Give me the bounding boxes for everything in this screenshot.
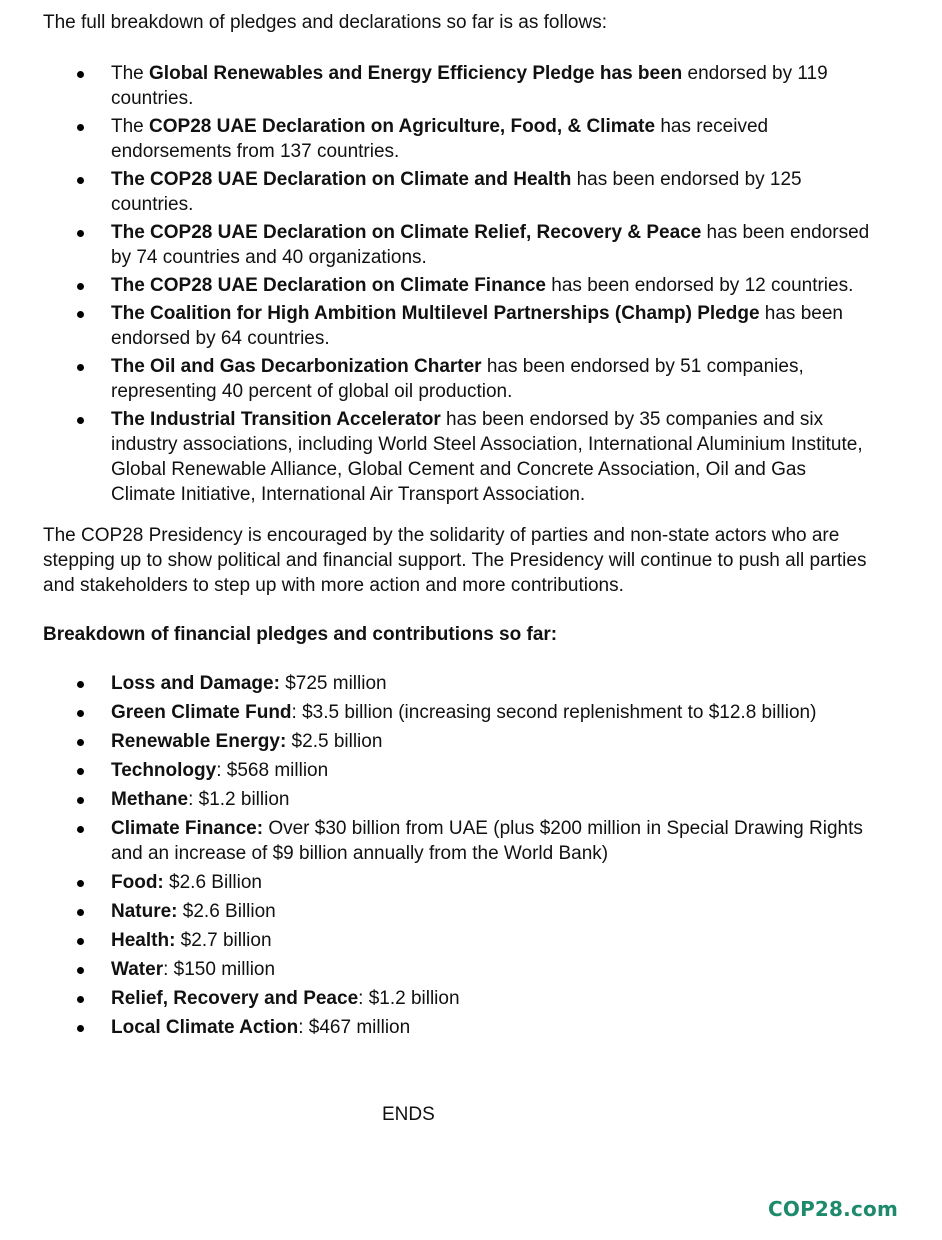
list-item: The COP28 UAE Declaration on Climate Finance has been endorsed by 12 countries. — [43, 273, 873, 298]
list-item: Health: $2.7 billion — [43, 928, 873, 953]
bullet-icon — [77, 967, 84, 974]
list-item: The COP28 UAE Declaration on Climate Relief, Recovery & Peace has been endorsed by 74 countries and 40 organizations. — [43, 220, 873, 270]
list-item: Local Climate Action: $467 million — [43, 1015, 873, 1040]
bullet-icon — [77, 739, 84, 746]
bullet-icon — [77, 283, 84, 290]
list-item: Food: $2.6 Billion — [43, 870, 873, 895]
document-body — [43, 10, 873, 1044]
financial-list — [43, 671, 873, 1040]
list-item: Climate Finance: Over $30 billion from UAE (plus $200 million in Special Drawing Rights and an increase of $9 billion annually from the World Bank) — [43, 816, 873, 866]
bullet-icon — [77, 71, 84, 78]
list-item: Methane: $1.2 billion — [43, 787, 873, 812]
declarations-list — [43, 61, 873, 507]
list-item: Green Climate Fund: $3.5 billion (increasing second replenishment to $12.8 billion) — [43, 700, 873, 725]
bullet-icon — [77, 880, 84, 887]
list-item: Loss and Damage: $725 million — [43, 671, 873, 696]
bullet-icon — [77, 1025, 84, 1032]
bullet-icon — [77, 311, 84, 318]
list-item: The COP28 UAE Declaration on Climate and Health has been endorsed by 125 countries. — [43, 167, 873, 217]
bullet-icon — [77, 768, 84, 775]
list-item: The Coalition for High Ambition Multilevel Partnerships (Champ) Pledge has been endorsed by 64 countries. — [43, 301, 873, 351]
presidency-paragraph: The COP28 Presidency is encouraged by the solidarity of parties and non-state actors who are stepping up to show political and financial support. The Presidency will continue to push all parties and stakeholders to step up with more action and more contributions. — [43, 525, 867, 596]
bullet-icon — [77, 681, 84, 688]
financial-heading: Breakdown of financial pledges and contributions so far: — [43, 624, 558, 645]
list-item: Nature: $2.6 Billion — [43, 899, 873, 924]
bullet-icon — [77, 710, 84, 717]
intro-paragraph: The full breakdown of pledges and declarations so far is as follows: — [43, 12, 607, 33]
list-item: Water: $150 million — [43, 957, 873, 982]
bullet-icon — [77, 177, 84, 184]
list-item: Renewable Energy: $2.5 billion — [43, 729, 873, 754]
bullet-icon — [77, 364, 84, 371]
bullet-icon — [77, 797, 84, 804]
bullet-icon — [77, 996, 84, 1003]
list-item: The Oil and Gas Decarbonization Charter has been endorsed by 51 companies, representing 40 percent of global oil production. — [43, 354, 873, 404]
list-item: Technology: $568 million — [43, 758, 873, 783]
cop28-website-logo: COP28.com — [767, 1197, 898, 1221]
bullet-icon — [77, 938, 84, 945]
bullet-icon — [77, 124, 84, 131]
bullet-icon — [77, 826, 84, 833]
list-item: The Industrial Transition Accelerator has been endorsed by 35 companies and six industry associations, including World Steel Association, International Aluminium Institute, Global Renewable Alliance, Global Cement and Concrete Association, Oil and Gas Climate Initiative, International Air Transport Association. — [43, 407, 873, 507]
list-item: The COP28 UAE Declaration on Agriculture, Food, & Climate has received endorsements from 137 countries. — [43, 114, 873, 164]
bullet-icon — [77, 230, 84, 237]
bullet-icon — [77, 417, 84, 424]
ends-marker: ENDS — [382, 1104, 435, 1125]
list-item: The Global Renewables and Energy Efficiency Pledge has been endorsed by 119 countries. — [43, 61, 873, 111]
list-item: Relief, Recovery and Peace: $1.2 billion — [43, 986, 873, 1011]
bullet-icon — [77, 909, 84, 916]
